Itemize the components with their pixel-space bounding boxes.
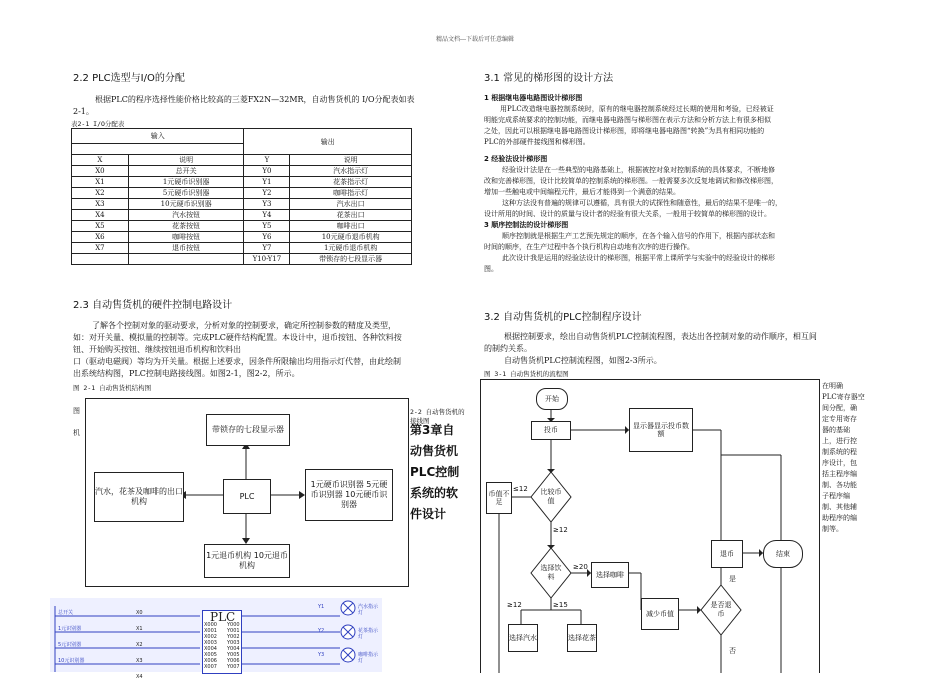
s23-line3: 钮、开始购买按钮、继续按钮退币机构和饮料出 xyxy=(73,345,241,354)
cell-input-desc: 退币按钮 xyxy=(128,243,244,254)
flow-insert-coin: 投币 xyxy=(531,421,571,440)
page-header: 精品文档---下载后可任意编辑 xyxy=(435,36,515,43)
m1-line3: 之处，因此可以根据继电器电路图设计梯形图，即将继电器电路图“转换”为具有相同功能的 xyxy=(484,127,765,135)
cell-y: Y5 xyxy=(244,221,290,232)
flowchart xyxy=(480,379,820,673)
wiring-input-label: 5元识别器 xyxy=(58,642,82,648)
side-paragraph-line: 间分配，确 xyxy=(822,404,857,412)
cell-input-desc: 汽水按钮 xyxy=(128,210,244,221)
s22-paragraph-line1: 根据PLC的程序选择性能价格比较高的三菱FX2N—32MR，自动售货机的 I/O分配表如表 xyxy=(95,95,415,104)
flow-label-ge12a: ≥12 xyxy=(553,526,568,534)
cell-output-desc: 汽水指示灯 xyxy=(290,166,412,177)
flow-label-ge20: ≥20 xyxy=(573,563,588,571)
wiring-y-label: Y1 xyxy=(318,604,325,610)
side-paragraph-line: 子程序编 xyxy=(822,492,850,500)
side-paragraph-line: 助程序的编 xyxy=(822,514,857,522)
table-row xyxy=(72,166,412,177)
s23-line4: 口（驱动电磁阀）等均为开关量。根据上述要求，因条件所限输出均用指示灯代替，由此绘制 xyxy=(73,357,401,366)
coin-detector-block: 1元硬币识别器 5元硬币识别器 10元硬币识别器 xyxy=(305,469,393,521)
col-x: X xyxy=(72,155,129,166)
flow-reduce-value: 减少币值 xyxy=(641,598,679,630)
cell-output-desc: 1元硬币退币机构 xyxy=(290,243,412,254)
refund-block: 1元退币机构 10元退币机构 xyxy=(204,544,290,578)
outlet-block: 汽水，花茶及咖啡的出口机构 xyxy=(94,472,184,522)
m2-line3: 增加一些触电或中间编程元件，最后才能得到一个满意的结果。 xyxy=(484,188,680,196)
section-2-3-title: 2.3 自动售货机的硬件控制电路设计 xyxy=(73,300,233,311)
table-row xyxy=(72,243,412,254)
side-paragraph-line: 器的基础 xyxy=(822,426,850,434)
wiring-plc-input: X003 xyxy=(204,640,217,646)
flow-start: 开始 xyxy=(536,388,568,410)
side-paragraph-line: 制、各功能 xyxy=(822,481,857,489)
flow-label-ge12b: ≥12 xyxy=(507,601,522,609)
flow-end: 结束 xyxy=(763,540,803,568)
col-y: Y xyxy=(244,155,290,166)
s32-line2: 的制约关系。 xyxy=(484,344,532,353)
wiring-lamp-label: 咖啡指示灯 xyxy=(358,652,379,664)
cell-output-desc: 咖啡指示灯 xyxy=(290,188,412,199)
wiring-plc-output: Y002 xyxy=(227,634,240,640)
flow-select-soda: 选择汽水 xyxy=(508,624,538,652)
cell-x: X0 xyxy=(72,166,129,177)
wiring-x-terminal: X3 xyxy=(136,658,143,664)
m3-line3: 此次设计我是运用的经验法设计的梯形图，根据平常上课所学与实验中的经验设计的梯形 xyxy=(502,254,775,262)
flow-insufficient: 币值不足 xyxy=(486,482,512,514)
side-paragraph-line: 在明确 xyxy=(822,382,843,390)
side-paragraph-line: 括主程序编 xyxy=(822,470,857,478)
cell-x: X6 xyxy=(72,232,129,243)
section-2-2-title: 2.2 PLC选型与I/O的分配 xyxy=(73,73,185,84)
side-paragraph-line: 序设计，包 xyxy=(822,459,857,467)
wiring-input-label: 1元识别器 xyxy=(58,626,82,632)
wiring-lamp-label: 花茶指示灯 xyxy=(358,628,379,640)
side-paragraph-line: PLC寄存器空 xyxy=(822,393,865,401)
m1-line4: PLC的外部硬件接线图和梯形图。 xyxy=(484,138,590,146)
cell-output-desc: 带锁存的七段显示器 xyxy=(290,254,412,265)
cell-output-desc: 花茶出口 xyxy=(290,210,412,221)
table-row xyxy=(72,199,412,210)
m3-line1: 顺序控制就是根据生产工艺预先规定的顺序，在各个输入信号的作用下，根据内部状态和 xyxy=(502,232,775,240)
table-2-1-caption: 表2-1 I/O分配表 xyxy=(71,120,125,128)
s22-paragraph-line2: 2-1。 xyxy=(73,107,94,116)
cell-x: X3 xyxy=(72,199,129,210)
s23-line1: 了解各个控制对象的驱动要求，分析对象的控制要求，确定所控制参数的精度及类型， xyxy=(92,321,396,330)
s23-line5: 出系统结构图，PLC控制电路接线图。如图2-1，图2-2，所示。 xyxy=(73,369,300,378)
method-1-title: 1 根据继电器电路图设计梯形图 xyxy=(484,94,583,102)
flow-refund: 退币 xyxy=(711,540,743,568)
cell-y: Y4 xyxy=(244,210,290,221)
cell-x xyxy=(72,254,129,265)
m3-line2: 时间的顺序，在生产过程中各个执行机构自动地有次序的进行操作。 xyxy=(484,243,694,251)
m2-line5: 设计所用的时间、设计的质量与设计者的经验有很大关系，一般用于较简单的梯形图的设计。 xyxy=(484,210,771,218)
fig-2-2-caption: 2-2 自动售货机的接线图 xyxy=(410,408,465,425)
wiring-plc-output: Y007 xyxy=(227,664,240,670)
cell-x: X2 xyxy=(72,188,129,199)
wiring-lamp-label: 汽水指示灯 xyxy=(358,604,379,616)
wiring-input-label: 总开关 xyxy=(58,610,74,616)
section-3-1-title: 3.1 常见的梯形图的设计方法 xyxy=(484,73,614,84)
col-desc-out: 说明 xyxy=(290,155,412,166)
io-table xyxy=(71,128,412,265)
chapter-3-title: 第3章自动售货机PLC控制系统的软件设计 xyxy=(410,423,460,521)
flow-compare: 比较币值 xyxy=(540,488,562,505)
side-paragraph-line: 制、其他辅 xyxy=(822,503,857,511)
flow-label-lt12: ≤12 xyxy=(513,485,528,493)
flow-label-ge15: ≥15 xyxy=(553,601,568,609)
wiring-plc-output: Y001 xyxy=(227,628,240,634)
table-row xyxy=(72,232,412,243)
table-row xyxy=(72,254,412,265)
wiring-y-label: Y2 xyxy=(318,628,325,634)
flow-select-drink: 选择饮料 xyxy=(540,564,562,581)
wiring-plc-output: Y004 xyxy=(227,646,240,652)
wiring-plc-output: Y003 xyxy=(227,640,240,646)
wiring-plc-input: X000 xyxy=(204,622,217,628)
output-header: 输出 xyxy=(244,129,412,155)
cell-y: Y10-Y17 xyxy=(244,254,290,265)
s23-line2: 如：对开关量、模拟量的控制等。完成PLC硬件结构配置。本设计中，退币按钮、各种饮料按 xyxy=(73,333,402,342)
cell-y: Y0 xyxy=(244,166,290,177)
cell-input-desc: 花茶按钮 xyxy=(128,221,244,232)
flow-select-coffee: 选择咖啡 xyxy=(591,562,629,588)
wiring-plc-input: X007 xyxy=(204,664,217,670)
wiring-plc-input: X002 xyxy=(204,634,217,640)
wiring-diagram xyxy=(50,598,382,680)
table-row xyxy=(72,210,412,221)
wiring-plc-input: X001 xyxy=(204,628,217,634)
m1-line1: 用PLC改造继电器控制系统时，原有的继电器控制系统经过长期的使用和考验，已经被证 xyxy=(500,105,774,113)
wiring-plc-output: Y006 xyxy=(227,658,240,664)
cell-output-desc: 花茶指示灯 xyxy=(290,177,412,188)
side-label-fig: 图 xyxy=(73,407,80,415)
cell-y: Y1 xyxy=(244,177,290,188)
wiring-x-terminal: X2 xyxy=(136,642,143,648)
wiring-x-terminal: X4 xyxy=(136,674,143,680)
plc-block: PLC xyxy=(223,479,271,514)
fig-2-1-caption: 图 2-1 自动售货机结构图 xyxy=(73,384,152,392)
structure-diagram xyxy=(85,398,409,587)
flow-label-no: 否 xyxy=(729,647,736,655)
side-paragraph xyxy=(822,381,884,535)
method-2-title: 2 经验法设计梯形图 xyxy=(484,155,548,163)
col-desc-in: 说明 xyxy=(128,155,244,166)
side-paragraph-line: 定专用寄存 xyxy=(822,415,857,423)
wiring-y-label: Y3 xyxy=(318,652,325,658)
table-row xyxy=(72,221,412,232)
input-header: 输入 xyxy=(72,129,244,144)
m2-line2: 改和完善梯形图，设计比较简单的控制系统的梯形图。一般需要多次反复地调试和修改梯形图， xyxy=(484,177,778,185)
cell-x: X5 xyxy=(72,221,129,232)
display-block: 带锁存的七段显示器 xyxy=(206,414,290,446)
flow-display-amount: 显示器显示投币数额 xyxy=(629,408,693,452)
cell-input-desc: 10元硬币识别器 xyxy=(128,199,244,210)
wiring-plc-input: X005 xyxy=(204,652,217,658)
m2-line4: 这种方法没有普遍的规律可以遵循，具有很大的试探性和随意性，最后的结果不是唯一的， xyxy=(502,199,782,207)
s32-line3: 自动售货机PLC控制流程图，如图2-3所示。 xyxy=(504,356,662,365)
cell-input-desc: 1元硬币识别器 xyxy=(128,177,244,188)
table-row xyxy=(72,188,412,199)
cell-output-desc: 汽水出口 xyxy=(290,199,412,210)
m3-line4: 图。 xyxy=(484,265,498,273)
side-paragraph-line: 制等。 xyxy=(822,525,843,533)
wiring-plc-output: Y000 xyxy=(227,622,240,628)
cell-y: Y6 xyxy=(244,232,290,243)
wiring-x-terminal: X0 xyxy=(136,610,143,616)
cell-input-desc: 总开关 xyxy=(128,166,244,177)
wiring-plc-input: X006 xyxy=(204,658,217,664)
cell-output-desc: 咖啡出口 xyxy=(290,221,412,232)
cell-y: Y7 xyxy=(244,243,290,254)
cell-input-desc: 咖啡按钮 xyxy=(128,232,244,243)
side-paragraph-line: 制系统的程 xyxy=(822,448,857,456)
wiring-x-terminal: X1 xyxy=(136,626,143,632)
cell-x: X7 xyxy=(72,243,129,254)
s32-line1: 根据控制要求，绘出自动售货机PLC控制流程图，表达出各控制对象的动作顺序，相互间 xyxy=(504,332,817,341)
side-label-ji: 机 xyxy=(73,429,80,437)
wiring-input-label: 10元识别器 xyxy=(58,658,85,664)
plc-unit-label: PLC xyxy=(210,610,236,624)
table-row xyxy=(72,177,412,188)
flow-refund-question: 是否退币 xyxy=(710,601,732,618)
section-3-2-title: 3.2 自动售货机的PLC控制程序设计 xyxy=(484,312,642,323)
m1-line2: 明能完成系统要求的控制功能，而继电器电路图与梯形图在表示方法和分析方法上有很多相似 xyxy=(484,116,771,124)
cell-y: Y2 xyxy=(244,188,290,199)
cell-x: X1 xyxy=(72,177,129,188)
fig-3-1-caption: 图 3-1 自动售货机的流程图 xyxy=(484,370,569,378)
m2-line1: 经验设计法是在一些典型的电路基础上，根据被控对象对控制系统的具体要求，不断地修 xyxy=(502,166,775,174)
cell-y: Y3 xyxy=(244,199,290,210)
cell-output-desc: 10元硬币退币机构 xyxy=(290,232,412,243)
cell-input-desc: 5元硬币识别器 xyxy=(128,188,244,199)
method-3-title: 3 顺序控制法的设计梯形图 xyxy=(484,221,569,229)
cell-x: X4 xyxy=(72,210,129,221)
wiring-plc-output: Y005 xyxy=(227,652,240,658)
flow-label-yes: 是 xyxy=(729,575,736,583)
side-paragraph-line: 上，进行控 xyxy=(822,437,857,445)
cell-input-desc xyxy=(128,254,244,265)
wiring-plc-input: X004 xyxy=(204,646,217,652)
flow-select-tea: 选择花茶 xyxy=(567,624,597,652)
